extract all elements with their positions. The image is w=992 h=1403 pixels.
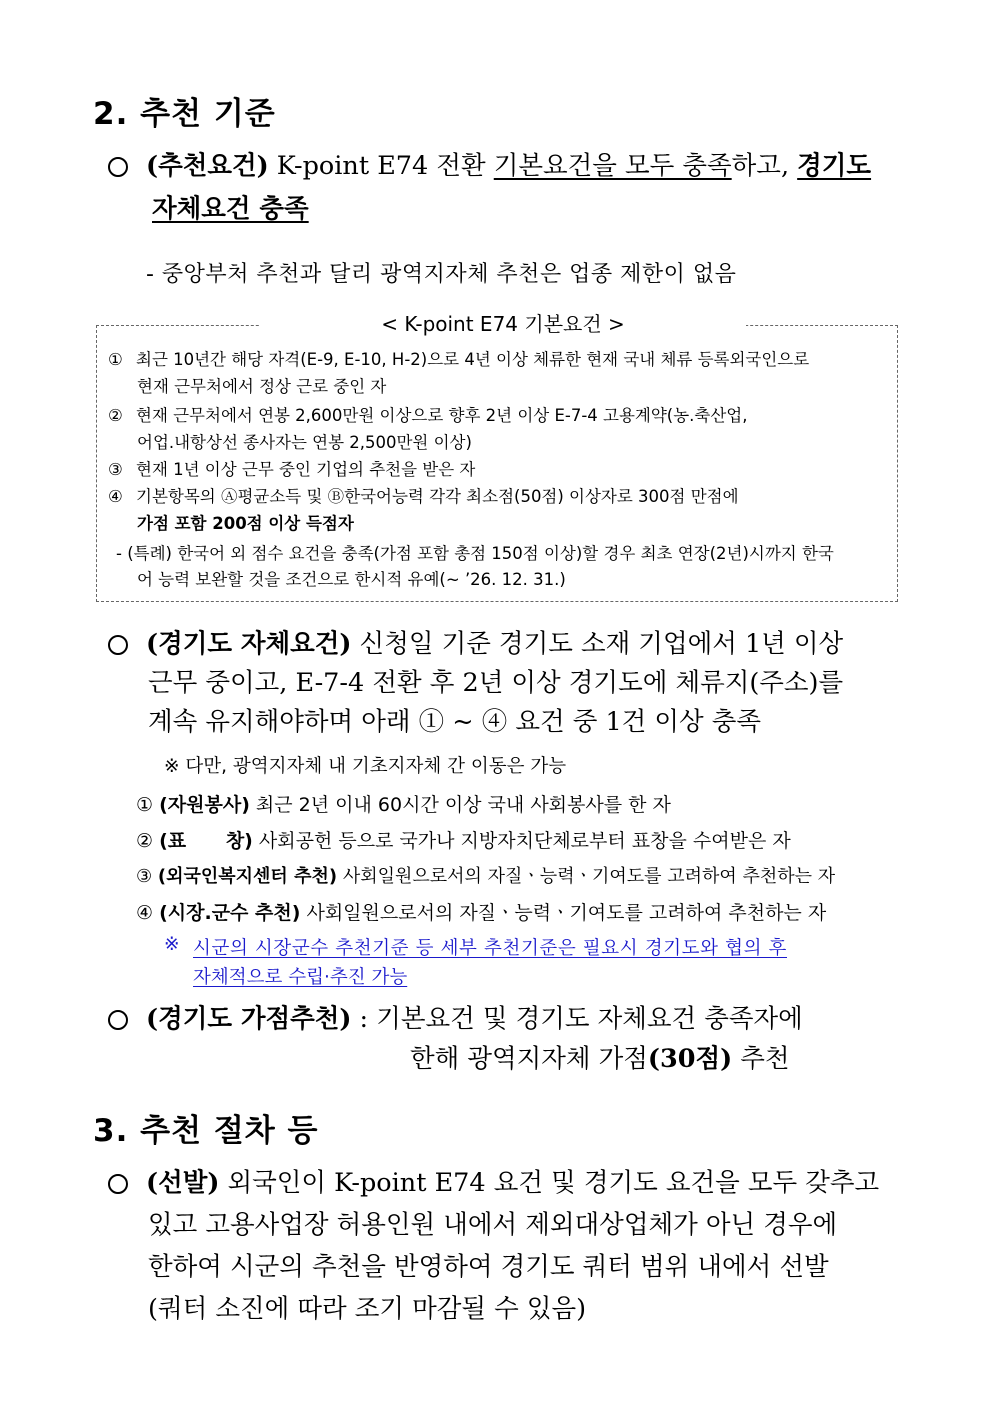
bonus-line-1: (경기도 가점추천) : 기본요건 및 경기도 자체요건 충족자에 bbox=[146, 1004, 803, 1034]
criteria-underline-1: 기본요건을 모두 충족 bbox=[493, 151, 732, 181]
bullet-circle-icon bbox=[108, 1174, 128, 1198]
requirement-exception-cont: 어 능력 보완할 것을 조건으로 한시적 유예(~ ’26. 12. 31.) bbox=[137, 570, 566, 589]
bullet-circle-icon bbox=[108, 157, 128, 181]
selection-line-3: 한하여 시군의 추천을 반영하여 경기도 쿼터 범위 내에서 선발 bbox=[148, 1252, 829, 1282]
gyeonggi-item-2: ② (표 창) 사회공헌 등으로 국가나 지방자치단체로부터 표창을 수여받은 자 bbox=[136, 830, 791, 852]
requirement-item-4-cont: 가점 포함 200점 이상 득점자 bbox=[137, 514, 354, 533]
section-2-heading: 2. 추천 기준 bbox=[93, 96, 276, 132]
section-3-heading: 3. 추천 절차 등 bbox=[93, 1113, 319, 1149]
gyeonggi-item-4: ④ (시장.군수 추천) 사회일원으로서의 자질ㆍ능력ㆍ기여도를 고려하여 추천하는 자 bbox=[136, 902, 827, 924]
selection-label: (선발) bbox=[146, 1168, 220, 1198]
requirement-item-4: ④ 기본항목의 Ⓐ평균소득 및 Ⓑ한국어능력 각각 최소점(50점) 이상자로 300점 만점에 bbox=[108, 487, 739, 506]
bullet-circle-icon bbox=[108, 635, 128, 659]
bonus-label: (경기도 가점추천) bbox=[146, 1004, 352, 1034]
requirement-item-2-cont: 어업.내항상선 종사자는 연봉 2,500만원 이상) bbox=[137, 433, 472, 452]
gyeonggi-label: (경기도 자체요건) bbox=[146, 629, 352, 659]
requirement-item-2: ② 현재 근무처에서 연봉 2,600만원 이상으로 향후 2년 이상 E-7-4 고용계약(농.축산업, bbox=[108, 406, 748, 425]
gyeonggi-line-1: (경기도 자체요건) 신청일 기준 경기도 소재 기업에서 1년 이상 bbox=[146, 629, 844, 659]
gyeonggi-line-2: 근무 중이고, E-7-4 전환 후 2년 이상 경기도에 체류지(주소)를 bbox=[148, 668, 844, 698]
requirement-item-1: ① 최근 10년간 해당 자격(E-9, E-10, H-2)으로 4년 이상 체류한 현재 국내 체류 등록외국인으로 bbox=[108, 350, 810, 369]
criteria-label: (추천요건) bbox=[146, 151, 269, 181]
blue-note-mark: ※ bbox=[164, 934, 180, 955]
selection-line-4: (쿼터 소진에 따라 조기 마감될 수 있음) bbox=[148, 1294, 587, 1324]
criteria-line-1 bbox=[146, 147, 871, 185]
criteria-underline-2a: 경기도 bbox=[797, 151, 872, 181]
bonus-line-2: 한해 광역지자체 가점(30점) 추천 bbox=[410, 1044, 790, 1074]
selection-line-1: (선발) 외국인이 K-point E74 요건 및 경기도 요건을 모두 갖추고 bbox=[146, 1168, 880, 1198]
criteria-text-2: 하고, bbox=[731, 151, 798, 181]
criteria-note: - 중앙부처 추천과 달리 광역지자체 추천은 업종 제한이 없음 bbox=[146, 262, 737, 287]
criteria-text-1: K-point E74 전환 bbox=[268, 151, 494, 181]
requirements-box-title: < K-point E74 기본요건 > bbox=[260, 310, 746, 338]
gyeonggi-item-1: ① (자원봉사) 최근 2년 이내 60시간 이상 국내 사회봉사를 한 자 bbox=[136, 794, 671, 816]
requirement-item-1-cont: 현재 근무처에서 정상 근로 중인 자 bbox=[137, 377, 387, 396]
gyeonggi-line-3: 계속 유지해야하며 아래 ① ~ ④ 요건 중 1건 이상 충족 bbox=[148, 707, 762, 737]
gyeonggi-note: ※ 다만, 광역지자체 내 기초지자체 간 이동은 가능 bbox=[164, 756, 567, 777]
criteria-underline-2b: 자체요건 충족 bbox=[152, 194, 309, 224]
requirement-item-3: ③ 현재 1년 이상 근무 중인 기업의 추천을 받은 자 bbox=[108, 460, 476, 479]
bullet-circle-icon bbox=[108, 1010, 128, 1034]
blue-note-line-1: 시군의 시장군수 추천기준 등 세부 추천기준은 필요시 경기도와 협의 후 bbox=[193, 938, 787, 959]
blue-note-line-2: 자체적으로 수립·추진 가능 bbox=[193, 967, 408, 988]
selection-line-2: 있고 고용사업장 허용인원 내에서 제외대상업체가 아닌 경우에 bbox=[148, 1210, 838, 1240]
gyeonggi-item-3: ③ (외국인복지센터 추천) 사회일원으로서의 자질ㆍ능력ㆍ기여도를 고려하여 추천하는 자 bbox=[136, 866, 836, 887]
requirement-exception: - (특례) 한국어 외 점수 요건을 충족(가점 포함 총점 150점 이상)할 경우 최초 연장(2년)시까지 한국 bbox=[116, 544, 834, 563]
